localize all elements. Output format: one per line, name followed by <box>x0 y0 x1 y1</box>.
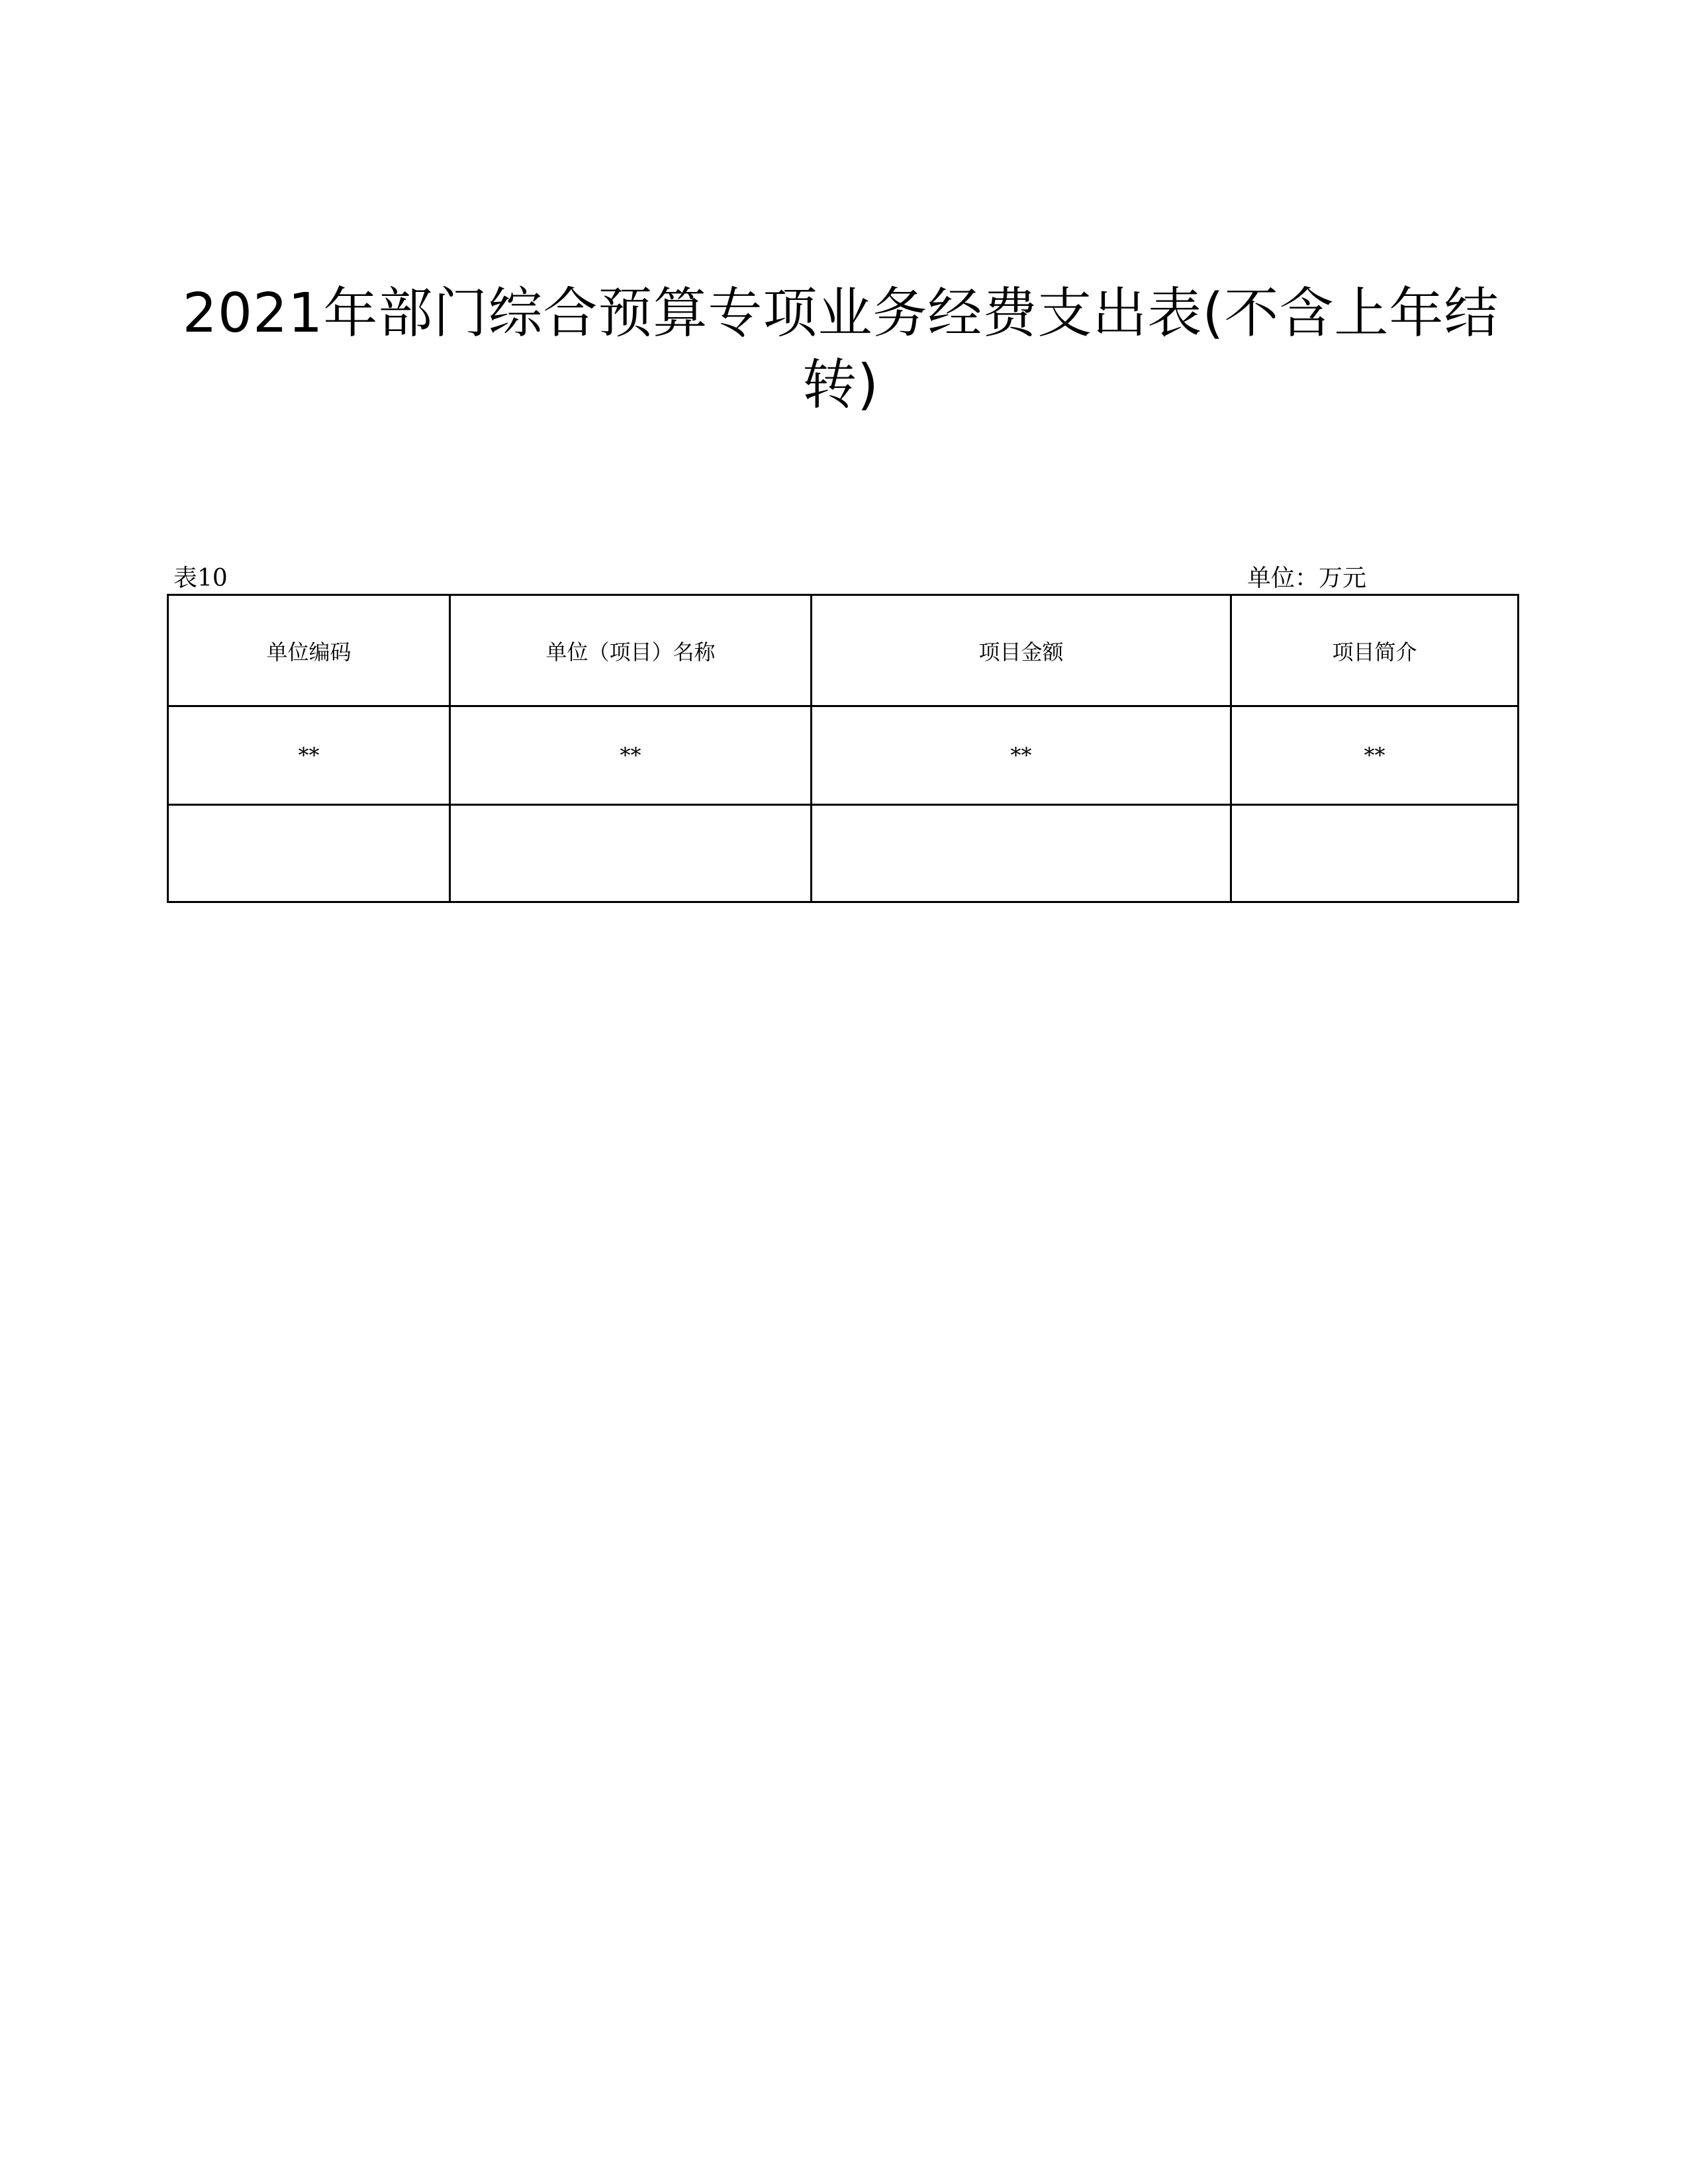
header-unit-name: 单位（项目）名称 <box>450 595 812 706</box>
table-row <box>168 706 1519 805</box>
document-title: 2021年部门综合预算专项业务经费支出表(不含上年结转) <box>182 282 1499 416</box>
table-cell: ** <box>168 706 450 805</box>
table-label: 表10 <box>173 565 228 592</box>
header-unit-code: 单位编码 <box>168 595 450 706</box>
table-cell <box>450 805 812 902</box>
budget-table <box>167 594 1519 903</box>
table-row <box>168 805 1519 902</box>
unit-label: 单位：万元 <box>1247 565 1367 592</box>
table-cell: ** <box>1231 706 1519 805</box>
table-cell <box>1231 805 1519 902</box>
table-cell <box>812 805 1231 902</box>
table-header-row <box>168 595 1519 706</box>
header-project-summary: 项目简介 <box>1231 595 1519 706</box>
header-project-amount: 项目金额 <box>812 595 1231 706</box>
table-cell: ** <box>812 706 1231 805</box>
table-cell <box>168 805 450 902</box>
table-cell: ** <box>450 706 812 805</box>
